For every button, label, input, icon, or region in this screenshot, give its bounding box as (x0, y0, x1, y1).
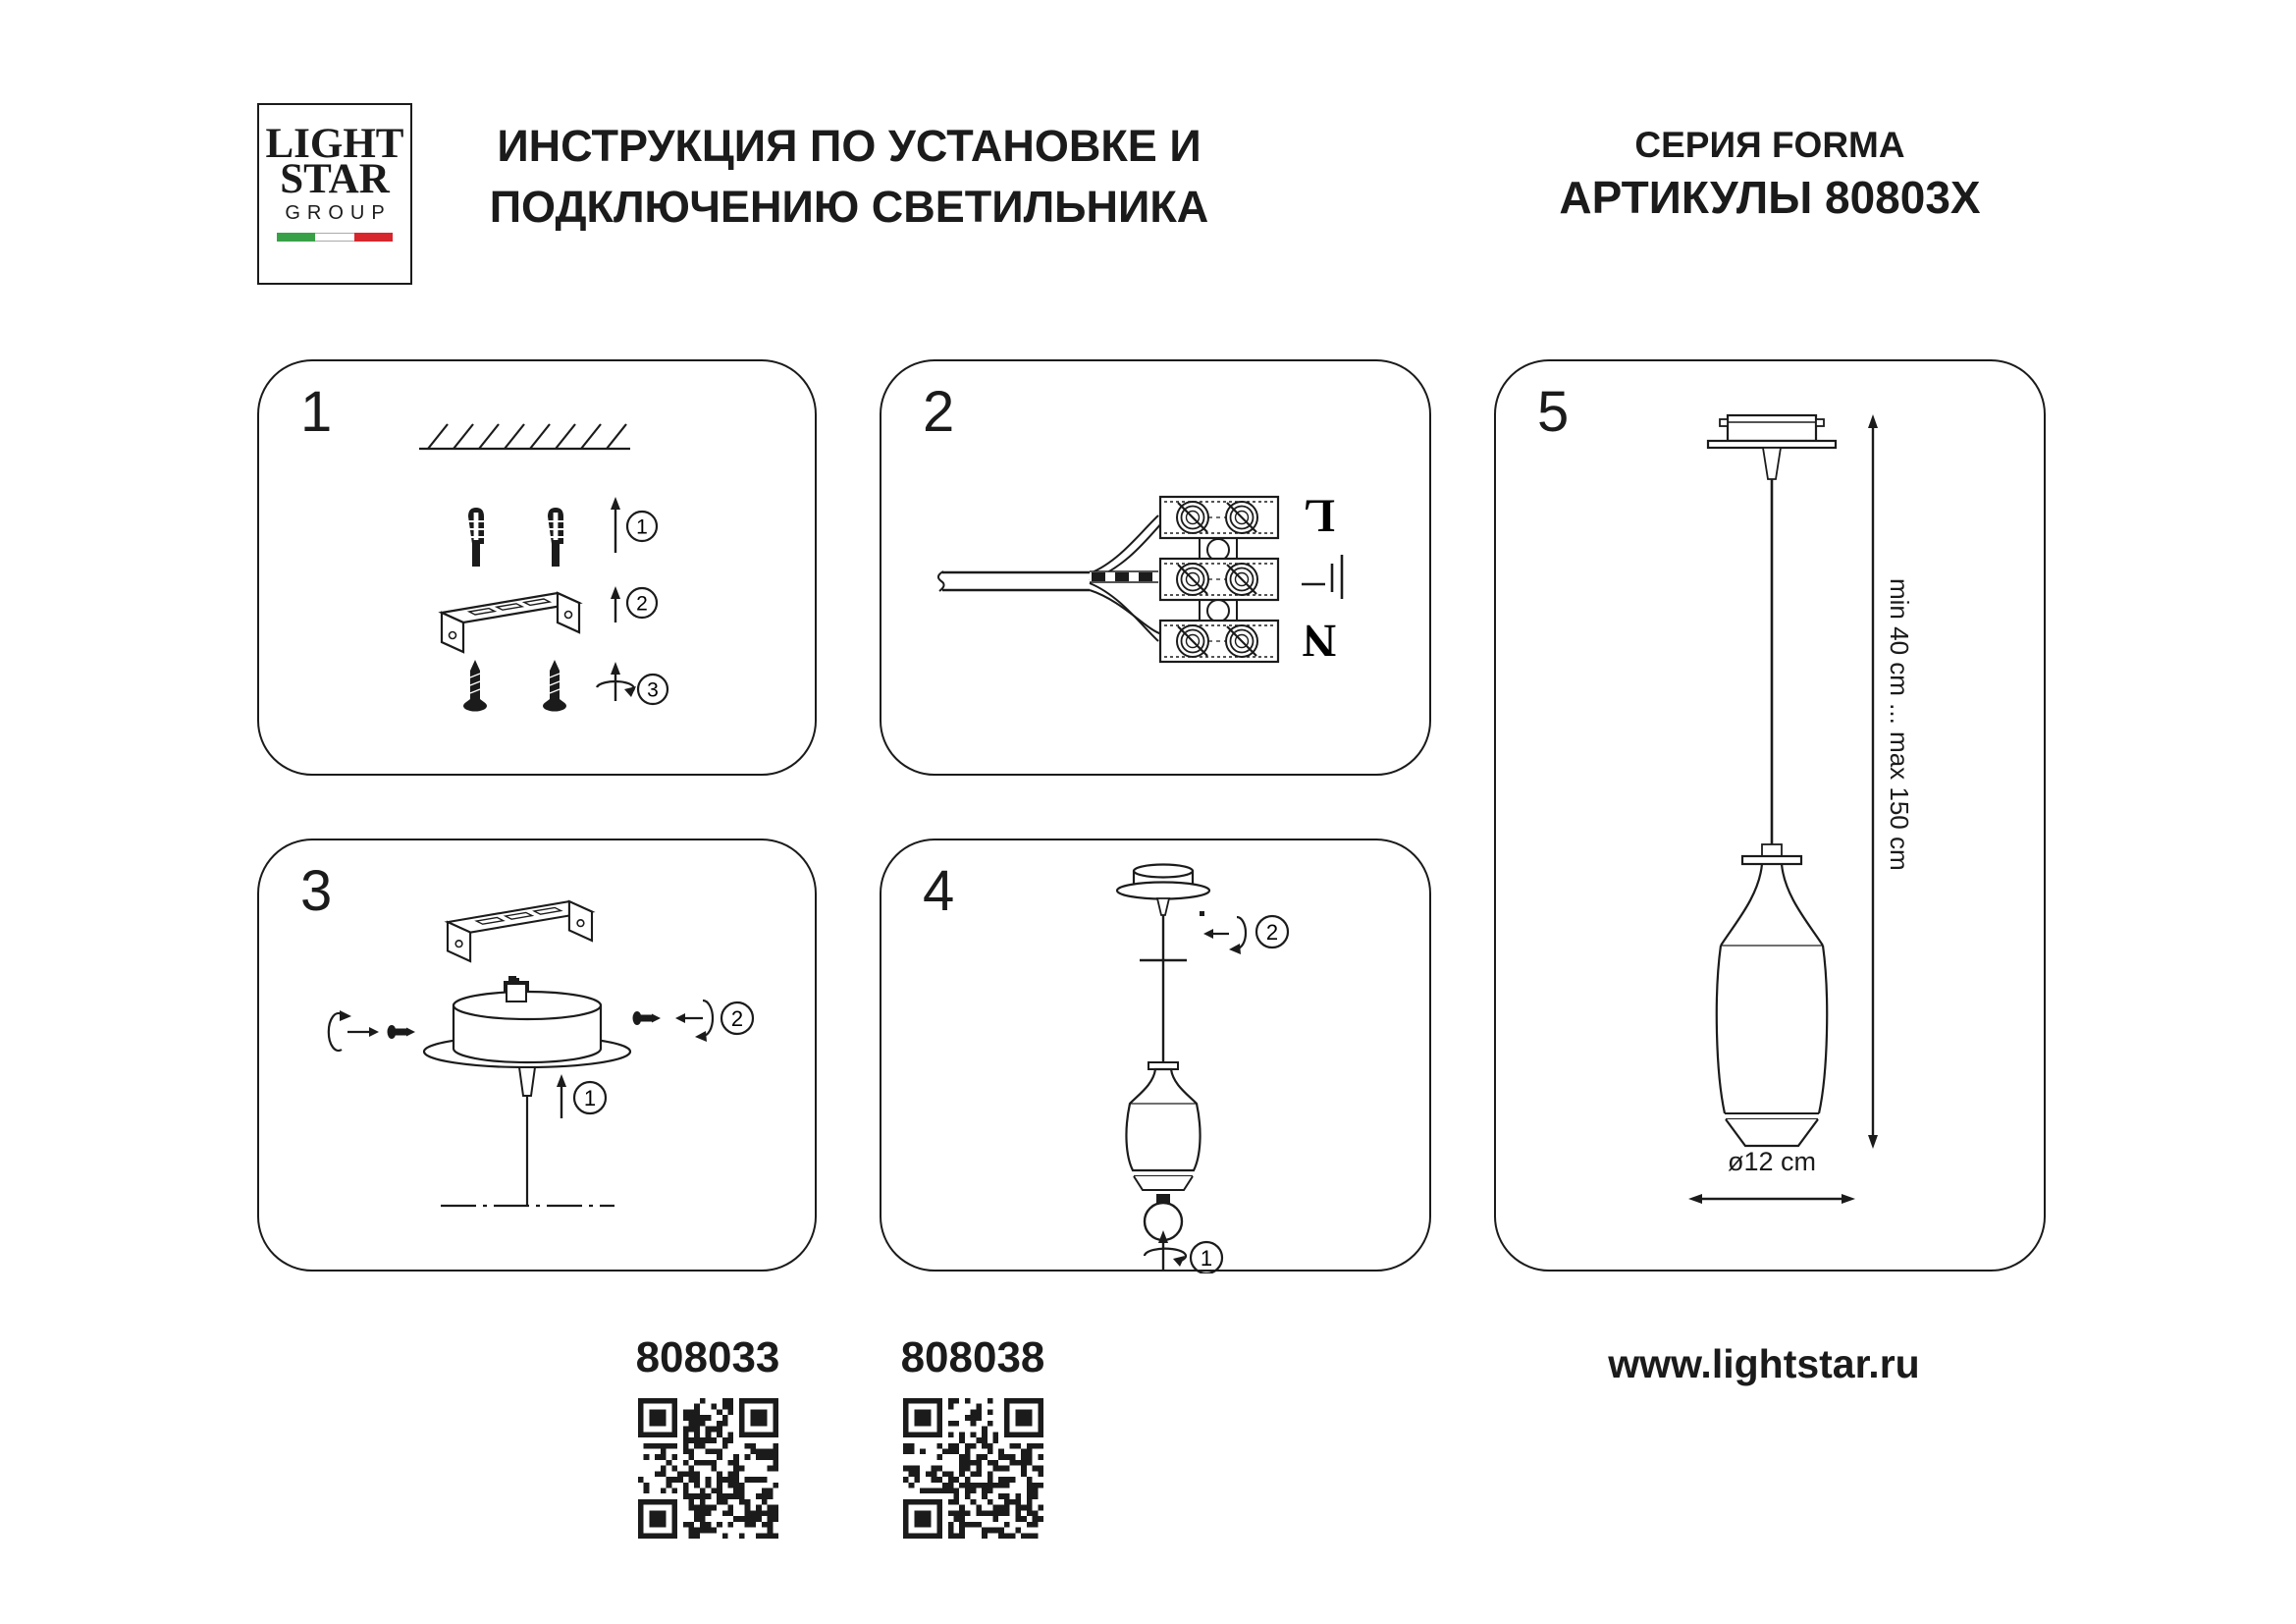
step-2-panel (880, 359, 1431, 776)
series-label: СЕРИЯ FORMA (1634, 125, 1905, 165)
step-1-panel (257, 359, 817, 776)
svg-text:L: L (1303, 489, 1336, 542)
step-3-number: 3 (300, 859, 333, 923)
article-number-1: 808033 (635, 1333, 780, 1381)
arrow-up-icon (557, 1074, 566, 1118)
step-5-diagram (1496, 361, 2048, 1273)
wire-line-bottom (1090, 583, 1162, 641)
step-3-diagram (259, 840, 819, 1273)
wire-line (1090, 515, 1162, 580)
arrow-up-icon (611, 497, 620, 553)
step-2-badge (627, 588, 657, 618)
wall-plug-icon (468, 508, 484, 567)
screw-icon (633, 1011, 662, 1025)
arrow-up-icon (611, 586, 620, 623)
wire-ground (1090, 571, 1158, 582)
ceiling-hatch-icon (419, 424, 630, 449)
title-line-2: ПОДКЛЮЧЕНИЮ СВЕТИЛЬНИКА (489, 182, 1209, 232)
screw-icon (463, 660, 487, 712)
logo-word-light: LIGHT (265, 121, 404, 167)
height-dimension-arrow (1868, 414, 1878, 1149)
lamp-shade-icon (1126, 1062, 1200, 1190)
article-number-2: 808038 (900, 1333, 1045, 1381)
wall-plug-icon (548, 508, 563, 567)
logo-word-group: GROUP (285, 202, 392, 224)
step-4-diagram (881, 840, 1433, 1273)
step-1-diagram (259, 361, 819, 778)
terminal-label-L (1304, 490, 1335, 542)
qr-code-article-1 (638, 1398, 778, 1539)
articles-label: АРТИКУЛЫ 80803X (1559, 172, 1981, 223)
terminal-row-N (1160, 621, 1278, 662)
terminal-row-L (1160, 497, 1278, 538)
logo-word-star: STAR (280, 156, 390, 202)
screw-icon (388, 1025, 416, 1039)
step-4-panel (880, 839, 1431, 1272)
step-5-panel (1494, 359, 2046, 1272)
svg-text:3: 3 (647, 678, 659, 702)
rotate-icon (597, 662, 636, 701)
svg-text:1: 1 (1200, 1245, 1213, 1271)
step-2-badge (721, 1002, 753, 1034)
rotate-icon (675, 1001, 713, 1042)
rotate-icon (1203, 917, 1246, 954)
series-info (1494, 122, 2046, 226)
step-4-number: 4 (923, 859, 955, 923)
svg-text:2: 2 (730, 1005, 744, 1031)
mounting-bracket-icon (442, 593, 579, 652)
terminal-label-N (1302, 615, 1336, 667)
svg-text:N: N (1302, 614, 1337, 667)
page-title (407, 116, 1291, 238)
mounting-bracket-icon (448, 901, 592, 961)
rotate-icon (329, 1010, 379, 1051)
step-1-number: 1 (300, 380, 333, 444)
svg-text:2: 2 (636, 592, 648, 616)
diameter-label: ø12 cm (1727, 1147, 1817, 1176)
step-2-number: 2 (923, 380, 955, 444)
diameter-dimension-arrow (1688, 1194, 1855, 1204)
svg-text:1: 1 (636, 515, 648, 539)
suspension-cable-icon (1140, 915, 1187, 1062)
step-3-panel (257, 839, 817, 1272)
step-2-badge (1256, 916, 1288, 947)
mains-cable-icon (938, 571, 1090, 591)
screw-icon (543, 660, 566, 712)
step-1-badge (627, 512, 657, 541)
lightstar-logo (257, 103, 412, 285)
step-1-badge (1191, 1242, 1222, 1273)
canopy-icon (424, 976, 630, 1206)
canopy-icon (1117, 865, 1209, 917)
svg-text:1: 1 (583, 1085, 597, 1110)
height-range-label: min 40 cm ... max 150 cm (1885, 578, 1914, 871)
svg-text:2: 2 (1265, 919, 1279, 945)
earth-symbol (1302, 555, 1342, 599)
step-3-badge (638, 675, 667, 704)
step-5-number: 5 (1537, 380, 1570, 444)
terminal-block-icon (1160, 497, 1278, 662)
title-line-1: ИНСТРУКЦИЯ ПО УСТАНОВКЕ И (497, 121, 1201, 171)
pendant-lamp-icon (1708, 415, 1836, 1146)
step-2-diagram (881, 361, 1433, 778)
qr-code-article-2 (903, 1398, 1043, 1539)
step-1-badge (574, 1082, 606, 1113)
terminal-row-ground (1160, 559, 1278, 600)
italian-flag-icon (277, 233, 393, 242)
website-url: www.lightstar.ru (1608, 1341, 1920, 1386)
